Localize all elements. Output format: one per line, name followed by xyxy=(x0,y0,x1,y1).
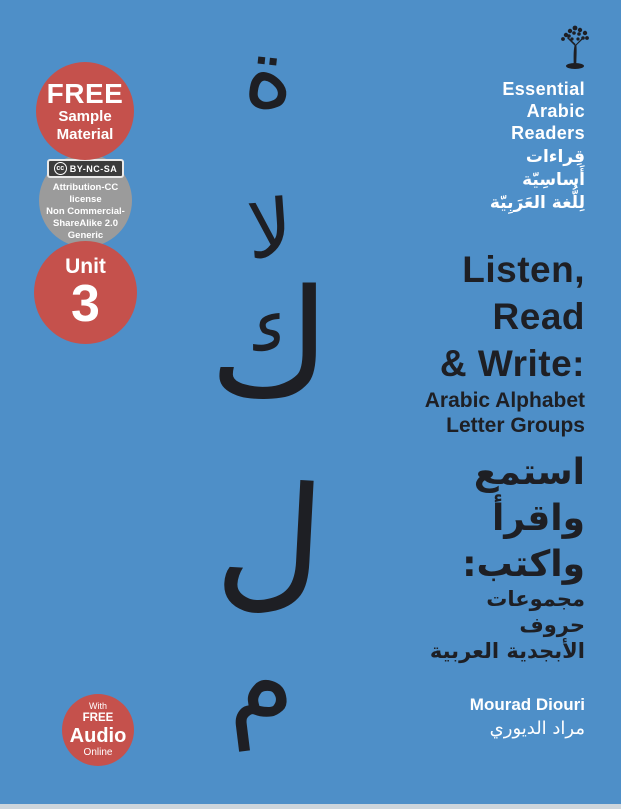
cc-license-text: Generic xyxy=(67,229,104,241)
free-sample-badge-title: FREE xyxy=(46,78,124,110)
main-title-arabic xyxy=(462,450,585,588)
author-name-arabic: مراد الديوري xyxy=(489,718,585,739)
calligraphy-letter-meem: م xyxy=(215,615,301,753)
series-line: قِراءات xyxy=(525,147,585,167)
cc-license-text: Non Commercial- xyxy=(46,206,125,218)
main-title-line: واقرأ xyxy=(491,498,585,539)
audio-badge-line: With xyxy=(89,701,107,712)
calligraphy-letter-lam-alif: لا xyxy=(243,181,296,278)
series-line: Readers xyxy=(511,123,585,143)
series-line: أَساسِيّة xyxy=(522,170,585,190)
subtitle-english xyxy=(425,388,585,438)
main-title-line: واكتب: xyxy=(462,544,585,585)
free-sample-badge-line: Sample xyxy=(58,108,112,126)
main-title-line: استمع xyxy=(473,452,585,493)
cc-icon: cc xyxy=(54,162,67,175)
unit-badge xyxy=(34,241,137,344)
subtitle-line: مجموعات xyxy=(486,587,585,611)
calligraphy-letter-lam: ل xyxy=(211,451,329,629)
free-audio-badge xyxy=(62,694,134,766)
unit-badge-number: 3 xyxy=(71,275,100,334)
subtitle-line: حروف xyxy=(519,613,585,637)
author-name-english: Mourad Diouri xyxy=(469,695,585,714)
series-title-english xyxy=(502,78,585,144)
cc-license-badge xyxy=(39,154,132,247)
tree-icon xyxy=(555,22,595,70)
author-block xyxy=(470,694,585,742)
subtitle-arabic xyxy=(430,586,585,664)
subtitle-line: الأبجدية العربية xyxy=(429,639,585,663)
audio-badge-line: Online xyxy=(83,746,113,758)
cc-license-text: Attribution-CC license xyxy=(52,182,119,206)
audio-badge-line: Audio xyxy=(69,724,127,747)
main-title-line: Listen, xyxy=(462,249,585,290)
series-line: Arabic xyxy=(526,101,585,121)
cc-license-pill xyxy=(47,159,125,178)
free-sample-badge-line: Material xyxy=(56,125,114,143)
audio-badge-line: FREE xyxy=(82,711,114,724)
calligraphy-letter-taa-marbuta: ة xyxy=(239,15,301,133)
unit-badge-label: Unit xyxy=(65,254,106,278)
series-line: لِلُّغة العَرَبِيّة xyxy=(489,193,585,213)
series-title-arabic xyxy=(490,146,585,215)
free-sample-badge xyxy=(36,62,134,160)
series-line: Essential xyxy=(502,79,585,99)
page-edge-strip xyxy=(0,804,621,809)
subtitle-line: Arabic Alphabet xyxy=(424,389,585,412)
main-title-english xyxy=(440,246,585,387)
cc-license-code: BY-NC-SA xyxy=(69,163,118,174)
calligraphy-letter-kaf: ك xyxy=(209,258,331,430)
cc-license-text: ShareAlike 2.0 xyxy=(53,217,118,229)
main-title-line: & Write: xyxy=(439,343,585,384)
main-title-line: Read xyxy=(492,296,585,337)
subtitle-line: Letter Groups xyxy=(446,414,585,437)
